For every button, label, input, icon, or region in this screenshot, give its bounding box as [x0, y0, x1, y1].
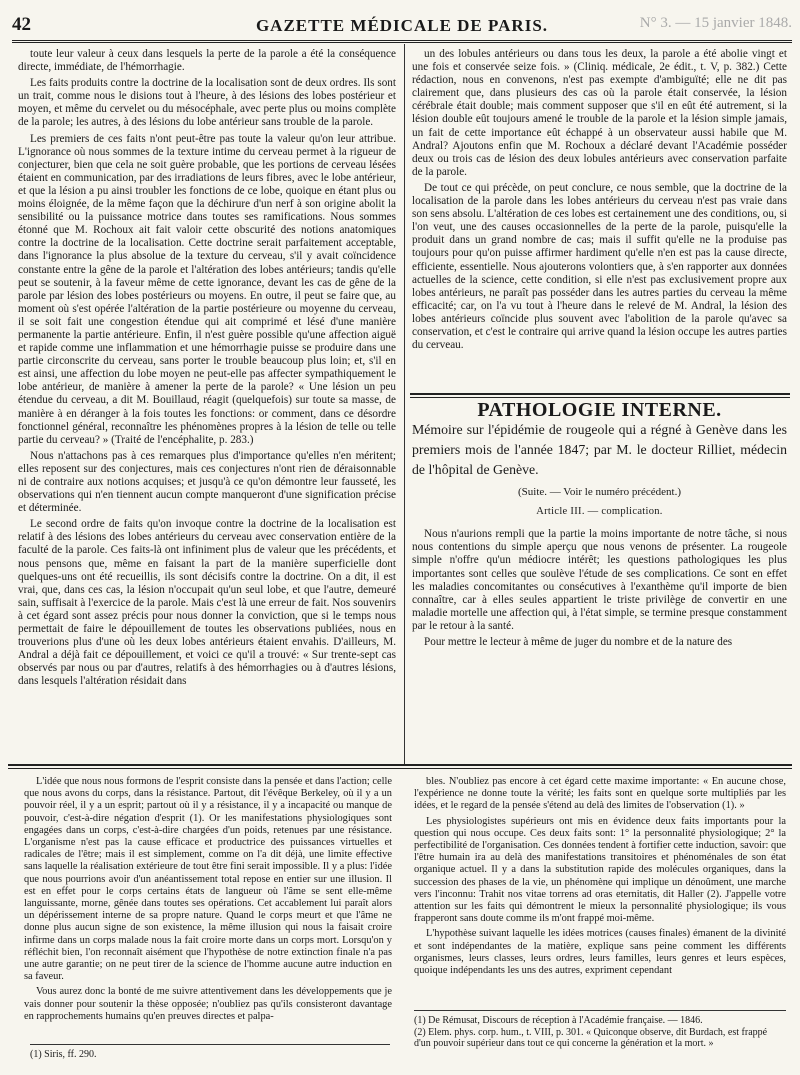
paragraph: Les faits produits contre la doctrine de la localisation sont de deux ordres. Ils sont un trait, comme nous le disions tout à l'heure, à des lésions des lobes postérieur et moyen, et même du cervelet ou du mésocéphale, avec perte plus ou moins complète de la parole; les autres, à des lésions du lobe antérieur sans trouble de la parole. [18, 77, 396, 129]
paragraph: L'idée que nous nous formons de l'esprit consiste dans la pensée et dans l'action; celle que nous avons du corps, dans la résistance. Partout, dit l'évêque Berkeley, où il y a un pouvoir réel, il y a un esprit; partout où il y a résistance, il y a incapacité ou manque de pouvoir, c'est-à-dire négation d'esprit (1). Or les manifestations physiologiques sont engagées dans un corps, c'est-à-dire chargées d'un poids, retenues par une résistance. L'organisme n'est pas la cause efficace et productrice des puissances virtuelles et radicales de l'être; mais il est simplement, comme on l'a dit déjà, une limite effective sans laquelle la réalisation extérieure de tout être fini serait impossible. Il y a plus: l'idée que nous pourrions avoir d'un anéantissement total repose en entier sur une illusion. Il est en effet pour le corps certains états de langueur où l'âme se sent elle-même languissante, morne, gênée dans toutes ses opérations. Cet accablement lui paraît alors un dépérissement interne de sa propre nature. Quand le corps meurt et que l'âme ne donne plus aucun signe de son existence, la même illusion qui nous la faisait croire infirme dans un corps malade nous la fait croire morte dans un corps mort. Lorsqu'on y réfléchit bien, l'on reconnaît aisément que l'hypothèse de notre extinction finale n'a pas une autre garantie; on ne peut tirer de la science de l'homme aucune autre induction en sa faveur. [24, 776, 392, 983]
memoir-title: Mémoire sur l'épidémie de rougeole qui a régné à Genève dans les premiers mois de l'année 1847; par M. le docteur Rilliet, médecin de l'hôpital de Genève. [412, 422, 787, 478]
section-rule [410, 397, 790, 398]
paragraph: bles. N'oubliez pas encore à cet égard cette maxime importante: « En aucune chose, l'expérience ne donne toute la vérité; les faits sont en quelque sorte multipliés par les idées, et le regard de la pensée s'étend au delà des limites de l'observation (1). » [414, 776, 786, 812]
paragraph: Les premiers de ces faits n'ont peut-être pas toute la valeur qu'on leur attribue. L'ignorance où nous sommes de la texture intime du cerveau permet à la rigueur de conjecturer, bien que cela ne soit guère probable, que les portions de cerveau lésées étaient en communication, par des irradiations de leurs fibres, avec le lobe antérieur, et que la lésion a pu ainsi troubler les fonctions de ce lobe, quoique en étant plus ou moins éloignée, de la même façon que la déchirure d'un nerf à son origine abolit la sensibilité ou la puissance motrice dans toutes ses ramifications. Nous sommes étonné que M. Rochoux ait fait valoir cette obscurité des notions anatomiques contre la doctrine de la localisation. Cette doctrine serait parfaitement acceptable, dans l'ignorance la plus absolue de la texture du cerveau, s'il y avait coïncidence constante entre la gêne de la parole et l'altération des lobes antérieurs; tandis qu'elle peut se soutenir, à la faveur même de cette ignorance, devant les cas de gêne de la parole par lésion des lobes postérieurs ou moyens. En outre, il peut se faire que, au moment où s'est opérée l'altération de la partie postérieure ou moyenne du cerveau, il se soit fait une congestion étendue qui ait comprimé et lésé d'une manière permanente la partie antérieure. Enfin, il n'est guère possible qu'une affection aiguë et rapide comme une inflammation et une hémorrhagie puisse se produire dans une partie circonscrite du cerveau, sans porter le trouble beaucoup plus loin; et, s'il en est ainsi, une affection du lobe moyen ne peut-elle pas affecter sympathiquement le lobe antérieur, de manière à amener la perte de la parole? « Une lésion un peu étendue du cerveau, a dit M. Bouillaud, réagit (quelquefois) sur toute sa masse, de manière à en déranger à la fois toutes les fonctions: or comment, dans ce désordre fonctionnel général, reconnaître les phénomènes propres à la lésion de telle ou telle partie du cerveau? » (Traité de l'encéphalite, p. 283.) [18, 132, 396, 446]
paragraph: Le second ordre de faits qu'on invoque contre la doctrine de la localisation est relatif à des lésions des lobes antérieurs du cerveau avec conservation entière de la faculté de la parole. Ces faits-là ont infiniment plus de valeur que les précédents, et nous pensons que, même en faisant la part de la manière superficielle dont quelques-uns ont été recueillis, ils sont décisifs contre la doctrine. On a dit, il est vrai, que, dans ces cas, la lésion n'occupait qu'un seul lobe, et que l'autre, demeuré sain, suffisait à l'exercice de la parole. Mais c'est là une erreur de fait. Nos souvenirs à cet égard sont assez précis pour nous donner la conviction, que si le temps nous permettait de faire le dépouillement de toutes les observations publiées, nous en trouverions plus d'une où les deux lobes antérieurs étaient envahis. D'ailleurs, M. Andral a déjà fait ce dépouillement, et voici ce qu'il a trouvé: « Sur trente-sept cas observés par nous ou par d'autres, relatifs à des hémorrhagies ou à d'autres lésions, dans lesquels l'altération résidait dans [18, 518, 396, 688]
paragraph: Nous n'aurions rempli que la partie la moins importante de notre tâche, si nous nous contentions du simple aperçu que nous venons de présenter. La rougeole simple n'offre qu'un médiocre intérêt; les questions pathologiques les plus importantes sont celles que soulève l'étude de ses complications. Ce sont en effet les maladies concomitantes ou consécutives à l'exanthème qu'il importe de bien connaître, car à elles seules appartient le triste privilège de convertir en une maladie mortelle une affection qui, à l'état simple, se termine presque constamment par le retour à la santé. [412, 528, 787, 632]
article-heading: Article III. — complication. [536, 506, 663, 518]
page-number: 42 [12, 14, 31, 35]
paragraph: L'hypothèse suivant laquelle les idées motrices (causes finales) émanent de la divinité et sont indépendantes de la matière, explique sans peine comment les différents organismes, leurs classes, leurs ordres, leurs familles, leurs genres et leurs espèces, quoique indépendants les uns des autres, expriment cependant [414, 928, 786, 977]
paragraph: Nous n'attachons pas à ces remarques plus d'importance qu'elles n'en méritent; elles reposent sur des conjectures, mais ces conjectures n'ont rien de déraisonnable ni de contraire aux notions acquises; et jusqu'à ce qu'on démontre leur fausseté, les observations qui n'en tiennent aucun compte manqueront d'une signification précise et déterminée. [18, 449, 396, 515]
left-column [18, 48, 396, 760]
paragraph: Les physiologistes supérieurs ont mis en évidence deux faits importants pour la question qui nous occupe. Ces deux faits sont: 1° la personnalité physiologique; 2° la perfectibilité de l'organisation. Ces données tendent à fortifier cette induction, savoir: que l'être humain ira au delà des manifestations transitoires et phénoménales de son état organique actuel. Il y a dans la substitution rapide des molécules organiques, dans la succession des phases de la vie, un phénomène qui implique un dénoûment, une marche vers l'inconnu: Trahit nos vitae torrens ad oras eternitatis, dit Haller (2). J'appelle votre attention sur les faits qui démontrent le mieux la personnalité physiologique; ils vous frapperont sans doute comme ils m'ont frappé moi-même. [414, 815, 786, 925]
section-rule [410, 393, 790, 395]
feuilleton-left-column [24, 776, 392, 1024]
footnote: (1) Siris, ff. 290. [30, 1049, 97, 1060]
journal-title: GAZETTE MÉDICALE DE PARIS. [255, 16, 549, 35]
paragraph: De tout ce qui précède, on peut conclure, ce nous semble, que la doctrine de la localisation de la parole dans les lobes antérieurs du cerveau n'est pas vraie dans son sens absolu. L'altération de ces lobes est certainement une des conditions, ou, si l'on veut, une des causes occasionnelles de la perte de la parole, puisqu'elle la produit dans un grand nombre de cas; mais il suffit qu'elle ne la produise pas toujours pour qu'on puisse affirmer hardiment qu'elle n'en est pas la cause directe, efficiente, essentielle. Nous ajouterons volontiers que, à s'en rapporter aux données actuelles de la science, cette condition, si elle n'est pas exclusivement propre aux lobes antérieurs, ne paraît pas posséder dans les autres parties du cerveau la même efficacité; car, on l'a vu tout à l'heure dans le relevé de M. Andral, la lésion des lobes antérieurs coïncide plus souvent avec l'abolition de la parole qu'avec sa conservation, et c'est le contraire qui arrive quand la lésion occupe les autres parties du cerveau. [412, 181, 787, 352]
suite-note: (Suite. — Voir le numéro précédent.) [517, 486, 682, 499]
footnote-left [30, 1044, 390, 1060]
paragraph: Vous aurez donc la bonté de me suivre attentivement dans les développements que je vais donner pour soutenir la thèse opposée; n'oubliez pas qu'ils consisteront davantage en rapprochements humains qu'en preuves directes et palpa- [24, 986, 392, 1022]
footnote: (1) De Rémusat, Discours de réception à l'Académie française. — 1846. [414, 1015, 703, 1026]
section-title: PATHOLOGIE INTERNE. [477, 399, 722, 421]
pathology-section [412, 399, 787, 760]
feuilleton-rule [8, 764, 792, 766]
feuilleton-right-column [414, 776, 786, 1006]
footnote: (2) Elem. phys. corp. hum., t. VIII, p. 301. « Quiconque observe, dit Burdach, est frappé d'un pouvoir supérieur dans tout ce qui concerne la génération et la mort. » [414, 1026, 768, 1049]
footnotes-right [414, 1010, 786, 1050]
column-divider [404, 44, 405, 764]
paragraph: un des lobules antérieurs ou dans tous les deux, la parole a été abolie vingt et une fois et conservée seize fois. » (Cliniq. médicale, 2e édit., t. V, p. 382.) Cette rédaction, nous en convenons, n'est pas exempte d'ambiguïté; elle ne dit pas clairement que, dans plusieurs des cas où la parole était conservée, la lésion cérébrale était double; mais comment supposer que s'il en eût été autrement, si la lésion double eût toujours amené le trouble de la parole et la lésion simple jamais, un fait de cette importance eût échappé à un observateur aussi habile que M. Andral? Ajoutons enfin que M. Rochoux a déclaré devant l'Académie posséder deux ou trois cas de lésion des deux lobules antérieurs avec conservation parfaite de la parole. [412, 48, 787, 178]
feuilleton-rule [8, 768, 792, 769]
paragraph: Pour mettre le lecteur à même de juger du nombre et de la nature des [424, 636, 733, 649]
page-header [12, 10, 792, 43]
paragraph: toute leur valeur à ceux dans lesquels la perte de la parole a été la conséquence directe, immédiate, de l'hémorrhagie. [18, 48, 396, 74]
issue-date: N° 3. — 15 janvier 1848. [639, 15, 792, 31]
